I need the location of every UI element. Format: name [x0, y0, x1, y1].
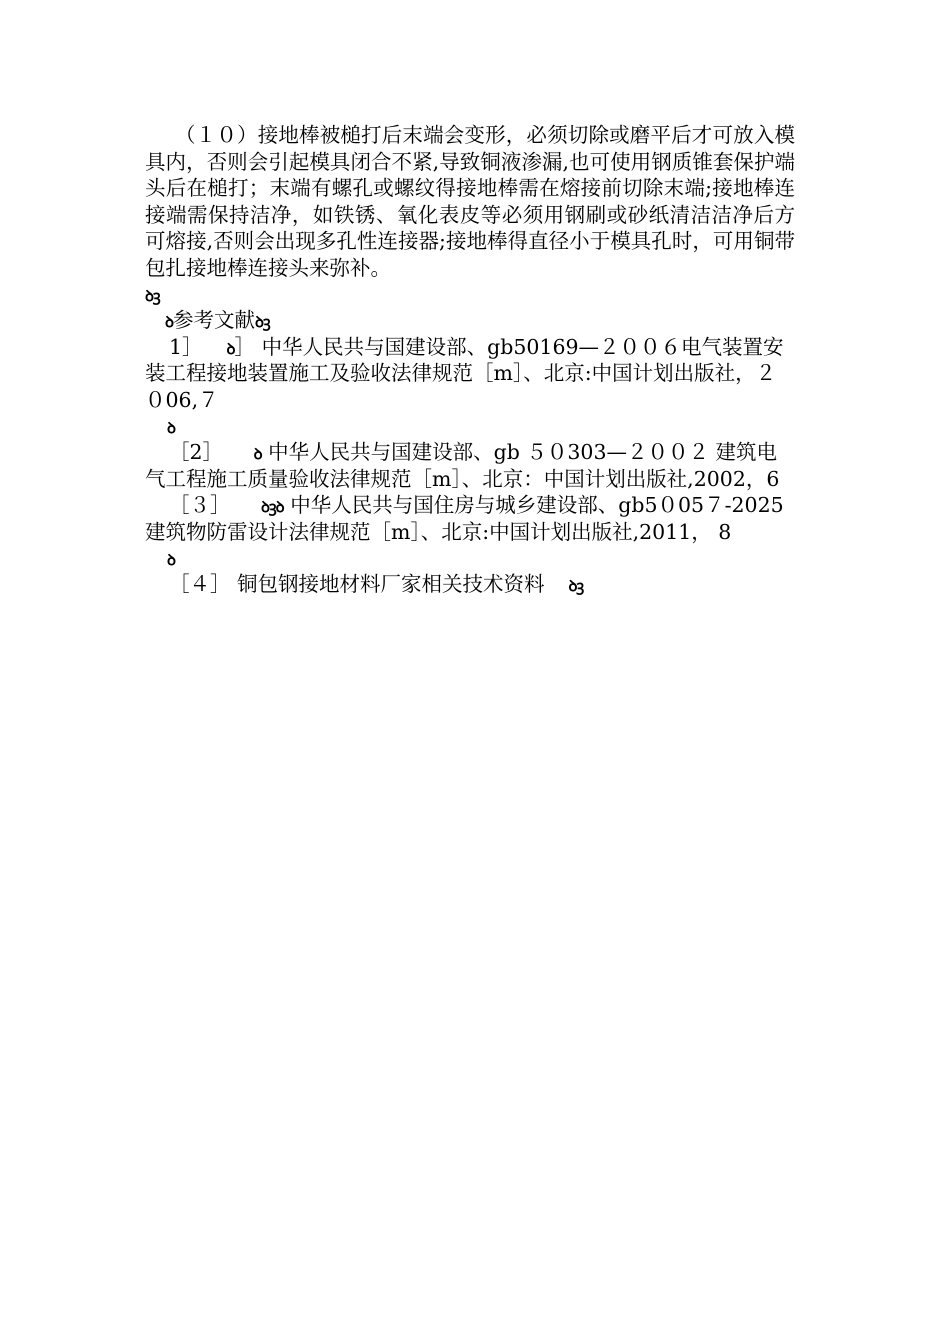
paragraph-mark-icon: ꝺ — [167, 551, 175, 569]
paragraph-mark-icon: ꝺ — [165, 313, 173, 331]
reference-text: 中华人民共与国建设部、gb ５０303—２００２ 建筑电气工程施工质量验收法律规范［m］、北京：中国计划出版社,2002，6 — [145, 440, 780, 491]
reference-text: 中华人民共与国建设部、gb50169—２００６电气装置安装工程接地装置施工及验收法律规范［m］、北京:中国计划出版社，２０06,７ — [145, 334, 784, 412]
reference-number: 1］ — [169, 334, 203, 359]
reference-text: 铜包钢接地材料厂家相关技术资料 — [237, 572, 545, 596]
paragraph-mark-icon: ꝺꝫꝺ — [261, 498, 284, 516]
paragraph-mark-icon: ꝺꝫ — [568, 577, 584, 595]
references-heading — [145, 307, 795, 334]
paragraph-mark-icon: ꝺ — [253, 445, 262, 463]
reference-1-end-mark-line — [145, 413, 795, 439]
reference-number: ［2］ — [169, 440, 224, 464]
reference-number: ［４］ — [169, 572, 231, 596]
paragraph-mark-icon: ꝺꝫ — [255, 313, 270, 331]
reference-3-end-mark-line — [145, 545, 795, 571]
paragraph-text: （１０）接地棒被槌打后末端会变形，必须切除或磨平后才可放入模具内，否则会引起模具闭合不紧,导致铜液渗漏,也可使用钢质锥套保护端头后在槌打；末端有螺孔或螺纹得接地棒需在熔接前切除末端;接地棒连接端需保持洁净，如铁锈、氧化表皮等必须用钢刷或砂纸清洁洁净后方可熔接,否则会出现多孔性连接器;接地棒得直径小于模具孔时，可用铜带包扎接地棒连接头来弥补。 — [145, 123, 795, 280]
paragraph-mark-icon: ꝺꝫ — [145, 287, 160, 305]
reference-item-1: 1］ ꝺ］ 中华人民共与国建设部、gb50169—２００６电气装置安装工程接地装置施工及验收法律规范［m］、北京:中国计划出版社，２０06,７ — [145, 334, 784, 412]
paragraph-mark-icon: ꝺ — [167, 419, 175, 437]
document-body — [145, 122, 795, 598]
paragraph-10 — [145, 122, 795, 281]
paragraph-mark-icon: ꝺ — [226, 339, 235, 358]
reference-item-2 — [145, 439, 795, 492]
reference-item-4 — [145, 571, 795, 598]
paragraph-end-mark-line — [145, 281, 795, 307]
reference-number: ［３］ — [169, 493, 231, 517]
reference-item-3 — [145, 492, 795, 545]
reference-text: 中华人民共与国住房与城乡建设部、gb5０05７-2025 建筑物防雷设计法律规范［m］、北京:中国计划出版社,2011， 8 — [145, 493, 784, 544]
references-title: 参考文献 — [173, 308, 255, 332]
